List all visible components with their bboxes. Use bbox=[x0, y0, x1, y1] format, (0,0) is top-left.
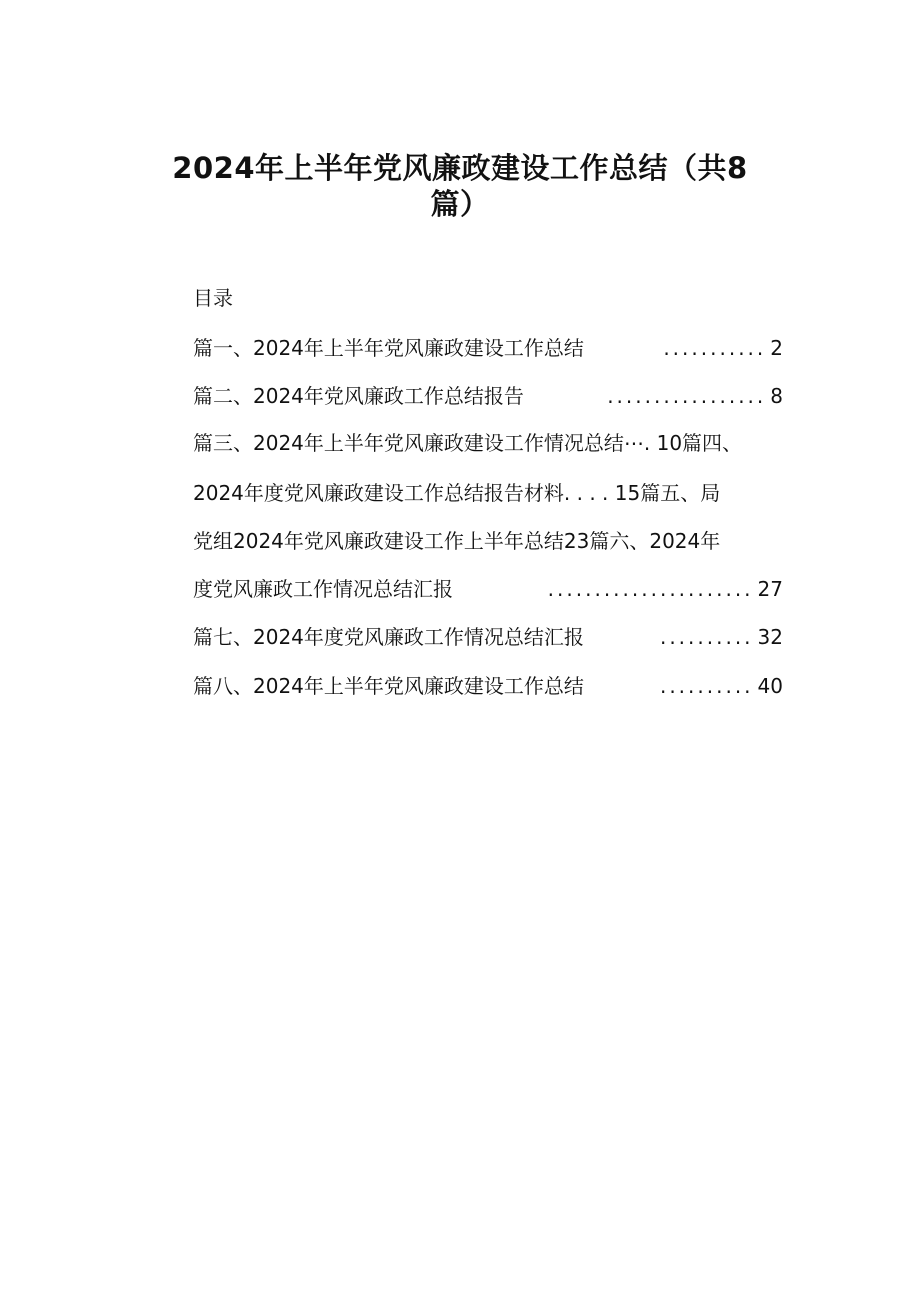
document-title-line-1: 2024年上半年党风廉政建设工作总结（共8 bbox=[172, 151, 748, 185]
toc-entry-8[interactable] bbox=[193, 670, 783, 702]
toc-leader-dots: ................. bbox=[607, 384, 767, 408]
toc-page-number: 32 bbox=[757, 625, 783, 649]
toc-page-number: 27 bbox=[757, 577, 783, 601]
toc-entry-6-continuation[interactable] bbox=[193, 573, 783, 605]
toc-entry-text: 篇二、2024年党风廉政工作总结报告 bbox=[193, 384, 524, 408]
toc-leader-dots: ...................... bbox=[547, 577, 754, 601]
toc-heading: 目录 bbox=[193, 286, 233, 310]
toc-leader-dots: ........... bbox=[663, 336, 767, 360]
toc-entry-4-line[interactable]: 2024年度党风廉政建设工作总结报告材料. . . . 15篇五、局 bbox=[193, 481, 721, 505]
toc-entry-2[interactable] bbox=[193, 380, 783, 412]
toc-entry-text: 度党风廉政工作情况总结汇报 bbox=[193, 577, 453, 601]
toc-page-number: 2 bbox=[770, 336, 783, 360]
toc-entry-3-line[interactable]: 篇三、2024年上半年党风廉政建设工作情况总结⋯. 10篇四、 bbox=[193, 431, 743, 455]
toc-leader-dots: .......... bbox=[659, 625, 754, 649]
toc-entry-1[interactable] bbox=[193, 332, 783, 364]
document-title-line-2: 篇） bbox=[430, 187, 490, 221]
toc-entry-text: 篇一、2024年上半年党风廉政建设工作总结 bbox=[193, 336, 584, 360]
toc-entry-text: 篇八、2024年上半年党风廉政建设工作总结 bbox=[193, 674, 584, 698]
toc-entry-5-line[interactable]: 党组2024年党风廉政建设工作上半年总结23篇六、2024年 bbox=[193, 529, 721, 553]
toc-page-number: 8 bbox=[770, 384, 783, 408]
toc-page-number: 40 bbox=[757, 674, 783, 698]
toc-entry-text: 篇七、2024年度党风廉政工作情况总结汇报 bbox=[193, 625, 584, 649]
toc-entry-7[interactable] bbox=[193, 621, 783, 653]
toc-leader-dots: .......... bbox=[659, 674, 754, 698]
